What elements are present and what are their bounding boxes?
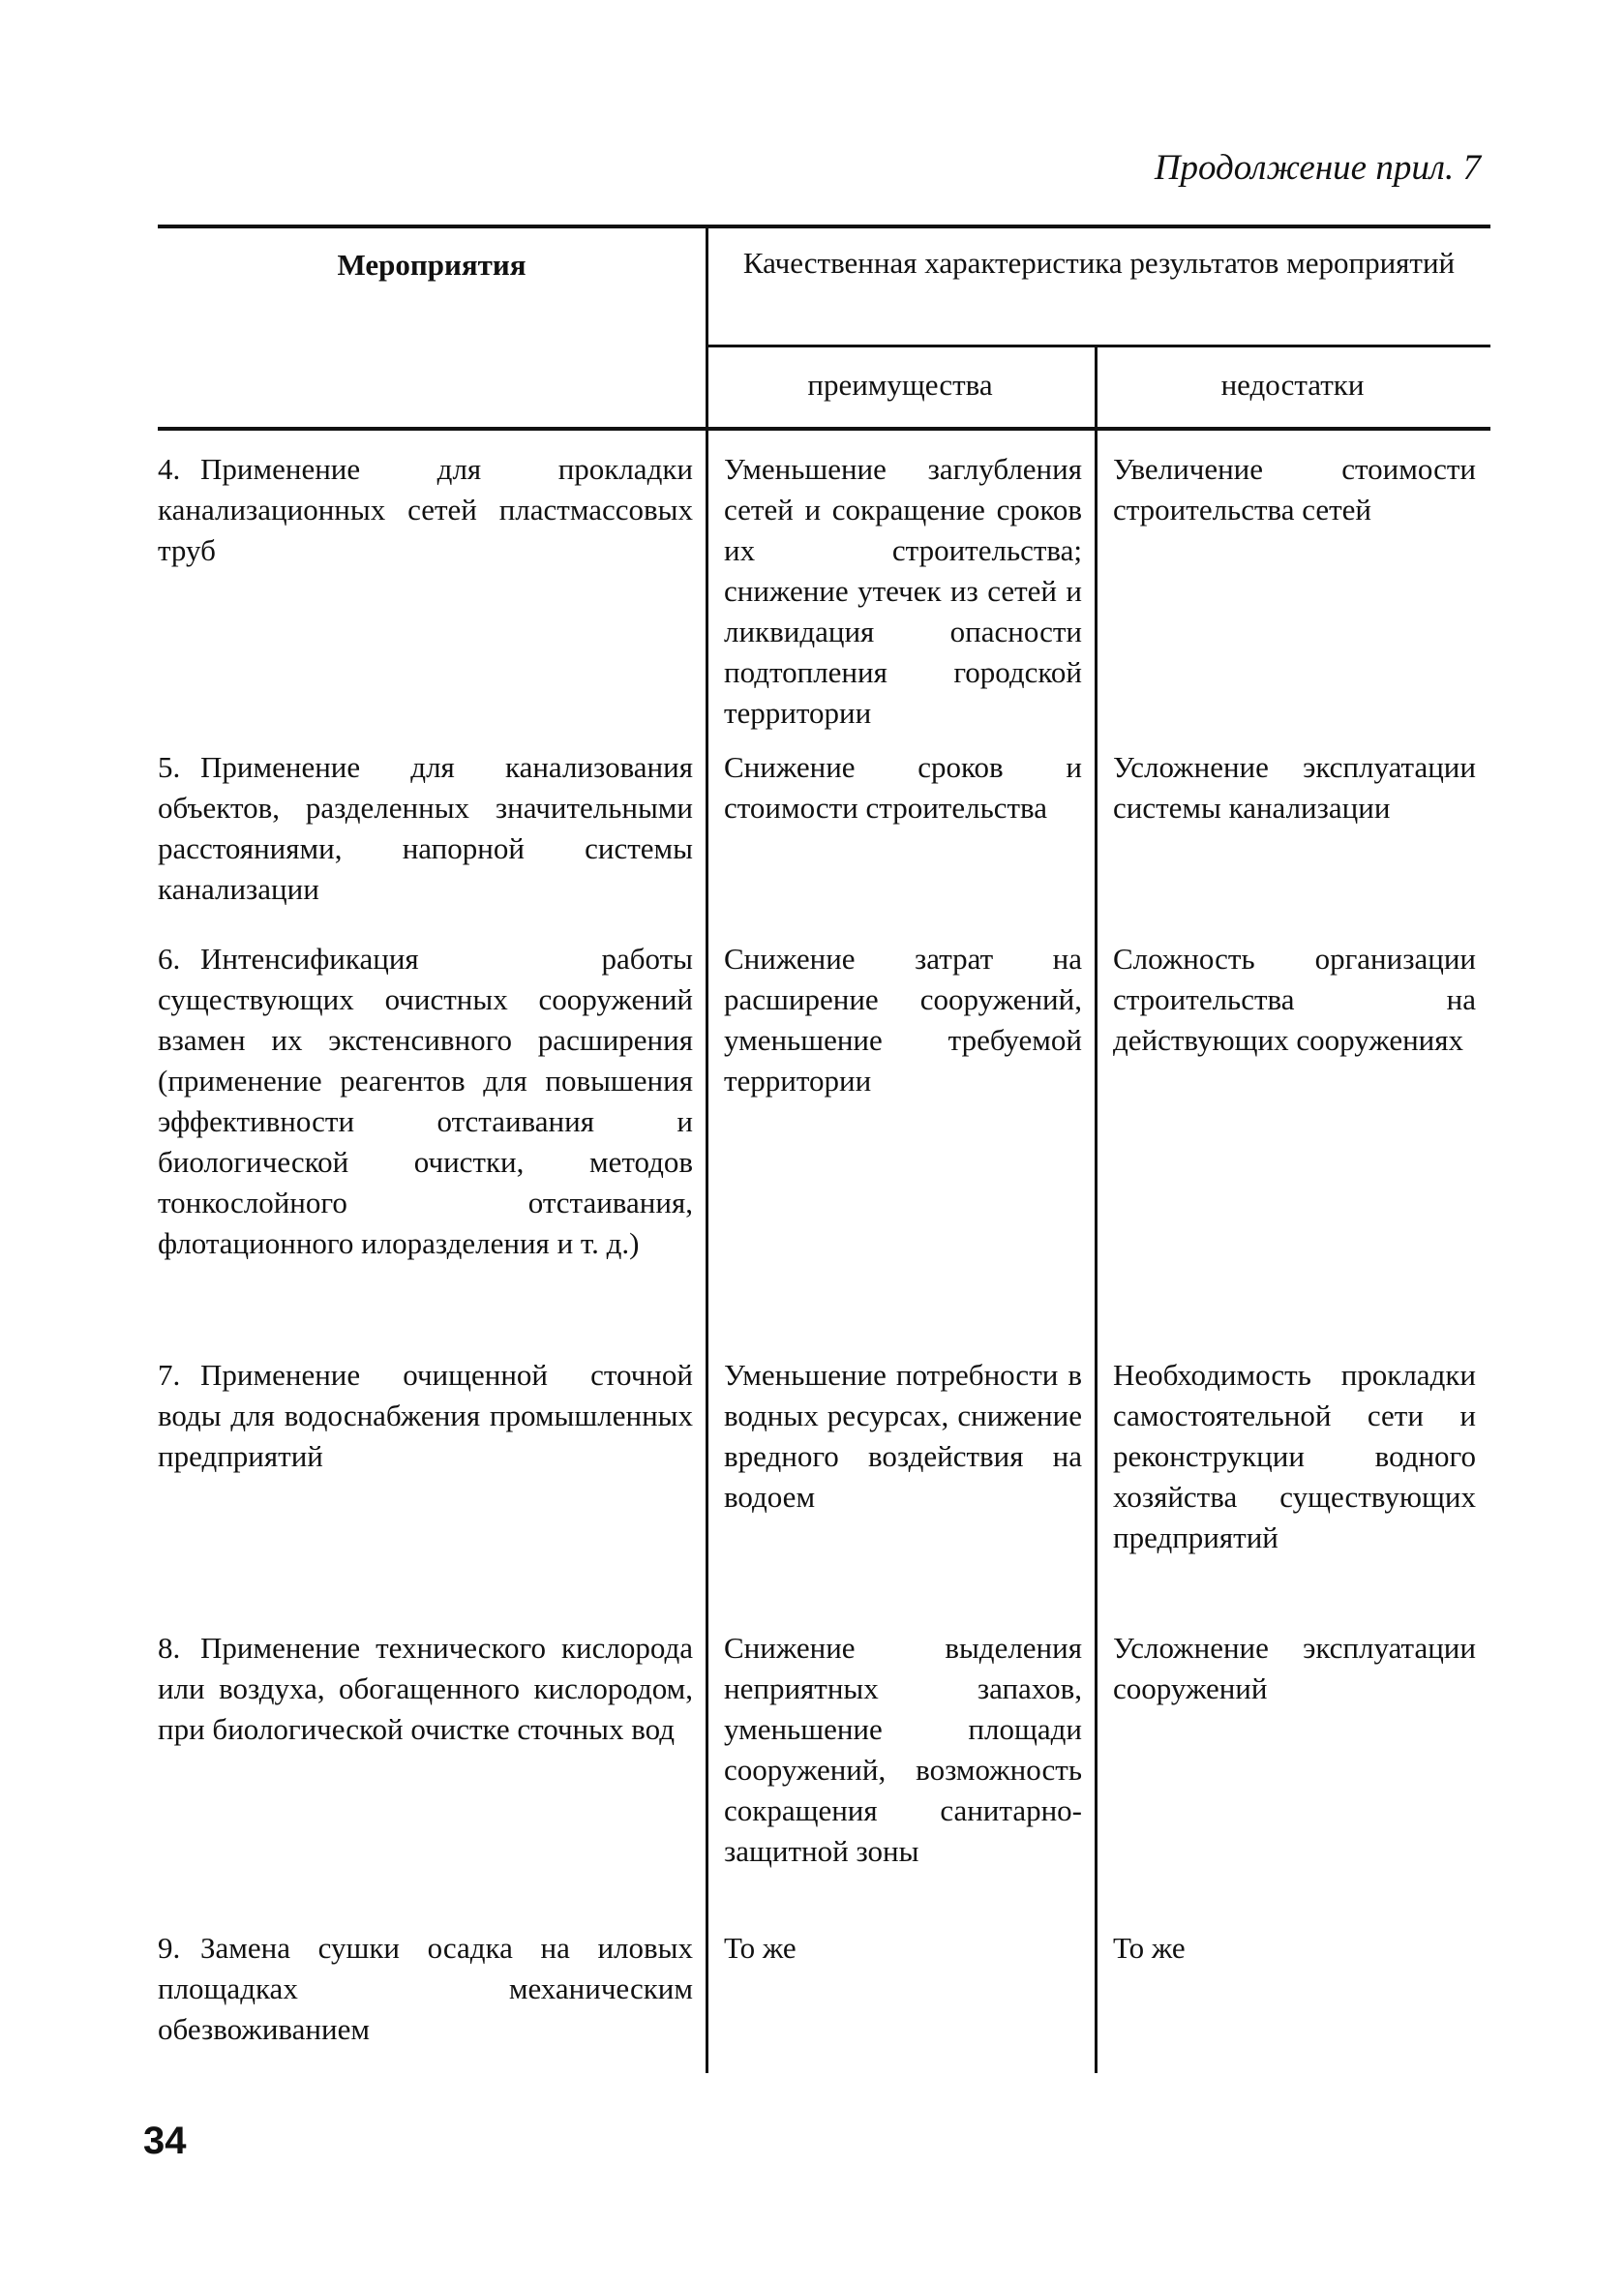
row-9-measure (158, 1928, 693, 2050)
row-4-measure (158, 449, 693, 571)
table-top-rule (158, 225, 1490, 228)
row-6-disadvantages: Сложность организации строительства на действующих сооружениях (1113, 942, 1476, 1057)
continuation-label: Продолжение прил. 7 (1154, 148, 1481, 188)
row-9-disadvantages: То же (1113, 1931, 1186, 1965)
row-6-measure (158, 939, 693, 1264)
header-measures: Мероприятия (337, 248, 526, 282)
row-8-disadvantages: Усложнение эксплуатации сооружений (1113, 1631, 1476, 1705)
row-7-measure-text: Применение очищенной сточной воды для водоснабжения промышленных предприятий (158, 1358, 693, 1473)
column-divider-2 (1095, 345, 1098, 2073)
row-7-advantages: Уменьшение потребности в водных ресурсах, снижение вредного воздействия на водоем (724, 1358, 1082, 1514)
row-7-disadvantages: Необходимость прокладки самостоятельной сети и реконструкции водного хозяйства существующих предприятий (1113, 1358, 1476, 1554)
row-5-measure (158, 747, 693, 910)
row-9-measure-text: Замена сушки осадка на иловых площадках механическим обезвоживанием (158, 1931, 693, 2046)
row-9-number: 9. (158, 1931, 181, 1965)
row-5-advantages: Снижение сроков и стоимости строительства (724, 750, 1082, 825)
row-6-advantages: Снижение затрат на расширение сооружений, уменьшение требуемой территории (724, 942, 1082, 1098)
row-4-number: 4. (158, 452, 181, 486)
row-6-number: 6. (158, 942, 181, 976)
header-bottom-rule (158, 427, 1490, 431)
row-4-advantages: Уменьшение заглубления сетей и сокращение сроков их строительства; снижение утечек из сетей и ликвидация опасности подтопления городской территории (724, 452, 1082, 730)
row-8-advantages: Снижение выделения неприятных запахов, уменьшение площади сооружений, возможность сокращения санитарно-защитной зоны (724, 1631, 1082, 1868)
row-8-measure-text: Применение технического кислорода или воздуха, обогащенного кислородом, при биологической очистке сточных вод (158, 1631, 693, 1746)
row-4-measure-text: Применение для прокладки канализационных сетей пластмассовых труб (158, 452, 693, 567)
column-divider-1 (706, 225, 708, 2073)
header-advantages: преимущества (807, 368, 993, 402)
row-8-measure (158, 1628, 693, 1750)
row-5-disadvantages: Усложнение эксплуатации системы канализации (1113, 750, 1476, 825)
row-5-number: 5. (158, 750, 181, 784)
header-quality: Качественная характеристика результатов мероприятий (742, 246, 1456, 280)
row-5-measure-text: Применение для канализования объектов, разделенных значительными расстояниями, напорной системы канализации (158, 750, 693, 906)
row-6-measure-text: Интенсификация работы существующих очистных сооружений взамен их экстенсивного расширения (применение реагентов для повышения эффективности отстаивания и биологической очистки, методов тонкослойного отстаивания, флотационного илоразделения и т. д.) (158, 942, 693, 1260)
row-4-disadvantages: Увеличение стоимости строительства сетей (1113, 452, 1476, 527)
row-9-advantages: То же (724, 1931, 797, 1965)
row-7-number: 7. (158, 1358, 181, 1392)
row-8-number: 8. (158, 1631, 181, 1665)
page-number: 34 (143, 2120, 187, 2162)
header-disadvantages: недостатки (1220, 368, 1365, 402)
subheader-rule (706, 345, 1490, 347)
row-7-measure (158, 1355, 693, 1477)
